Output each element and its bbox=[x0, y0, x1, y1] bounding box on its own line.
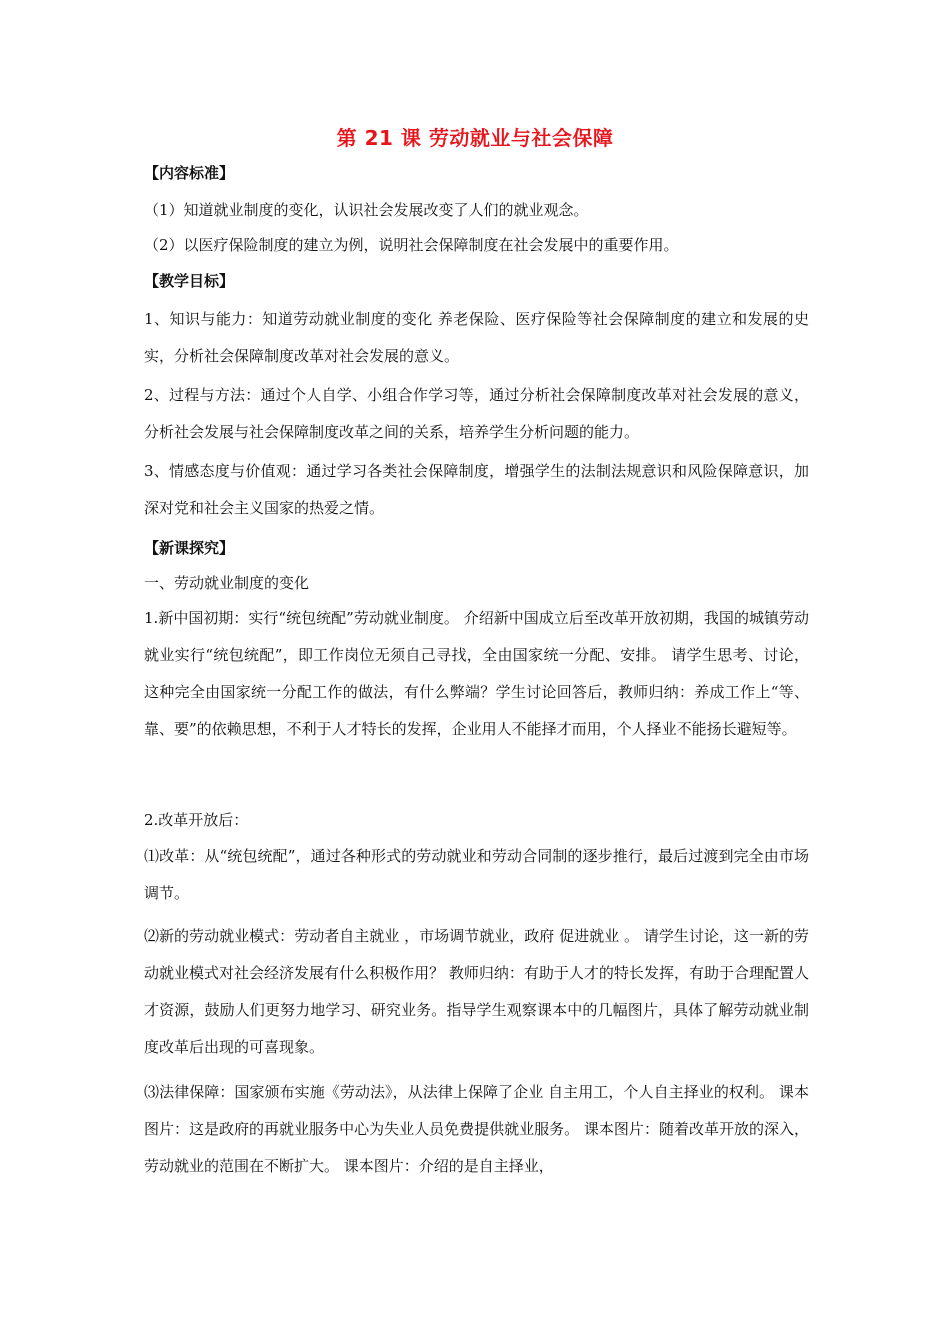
section-heading-content-standard: 【内容标准】 bbox=[144, 164, 235, 182]
lesson-paragraph-reform: ⑴改革：从“统包统配”，通过各种形式的劳动就业和劳动合同制的逐步推行，最后过渡到完全由市场调节。 bbox=[144, 847, 809, 902]
section-heading-teaching-goals: 【教学目标】 bbox=[144, 272, 235, 290]
goal-paragraph-3: 3、情感态度与价值观：通过学习各类社会保障制度，增强学生的法制法规意识和风险保障意识，加深对党和社会主义国家的热爱之情。 bbox=[144, 462, 809, 517]
content-standard-line-2: （2）以医疗保险制度的建立为例，说明社会保障制度在社会发展中的重要作用。 bbox=[144, 236, 679, 254]
lesson-paragraph-legal-guarantee: ⑶法律保障：国家颁布实施《劳动法》，从法律上保障了企业 自主用工，个人自主择业的权利。 课本图片：这是政府的再就业服务中心为失业人员免费提供就业服务。 课本图片：随着改革开放的深入，劳动就业的范围在不断扩大。 课本图片：介绍的是自主择业， bbox=[144, 1083, 809, 1175]
goal-paragraph-1: 1、知识与能力：知道劳动就业制度的变化 养老保险、医疗保险等社会保障制度的建立和发展的史实，分析社会保障制度改革对社会发展的意义。 bbox=[144, 310, 809, 365]
lesson-paragraph-1: 1.新中国初期：实行“统包统配”劳动就业制度。 介绍新中国成立后至改革开放初期，我国的城镇劳动就业实行“统包统配”，即工作岗位无须自己寻找，全由国家统一分配、安排。 请学生思考、讨论，这种完全由国家统一分配工作的做法，有什么弊端？学生讨论回答后，教师归纳：养成工作上“等、靠、要”的依赖思想，不利于人才特长的发挥，企业用人不能择才而用，个人择业不能扬长避短等。 bbox=[144, 609, 809, 738]
goal-paragraph-2: 2、过程与方法：通过个人自学、小组合作学习等，通过分析社会保障制度改革对社会发展的意义，分析社会发展与社会保障制度改革之间的关系，培养学生分析问题的能力。 bbox=[144, 386, 809, 441]
subsection-title-after-reform: 2.改革开放后： bbox=[144, 811, 249, 829]
lesson-paragraph-new-model: ⑵新的劳动就业模式：劳动者自主就业 ，市场调节就业，政府 促进就业 。 请学生讨论，这一新的劳动就业模式对社会经济发展有什么积极作用？ 教师归纳：有助于人才的特长发挥，有助于合理配置人才资源，鼓励人们更努力地学习、研究业务。指导学生观察课本中的几幅图片，具体了解劳动就业制度改革后出现的可喜现象。 bbox=[144, 927, 809, 1056]
content-standard-line-1: （1）知道就业制度的变化，认识社会发展改变了人们的就业观念。 bbox=[144, 201, 589, 219]
document-title: 第 21 课 劳动就业与社会保障 bbox=[336, 126, 614, 150]
section-heading-new-lesson: 【新课探究】 bbox=[144, 539, 235, 557]
subsection-title-employment-system: 一、劳动就业制度的变化 bbox=[144, 574, 310, 592]
